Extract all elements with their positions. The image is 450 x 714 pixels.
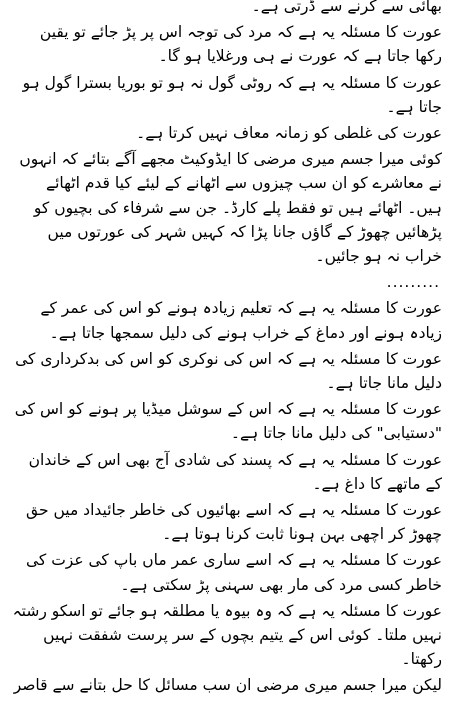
- paragraph: کوئی میرا جسم میری مرضی کا ایڈوکیٹ مجھے آگے بتائے کہ انہوں نے معاشرے کو ان سب چیزوں سے اٹھانے کے لیئے کیا قدم اٹھائے ہیں۔ اٹھائے ہیں تو فقط پلے کارڈ۔ جن سے شرفاء کی بچیوں کو پڑھائیں چھوڑ کے گاؤں جانا پڑا کہ کہیں شہر کی عورتوں میں خراب نہ ہو جائیں۔: [19, 150, 442, 266]
- paragraph: عورت کا مسئلہ یہ ہے کہ مرد کی توجہ اس پر پڑ جائے تو یقین رکھا جاتا ہے کہ عورت نے ہی ورغلایا ہو گا۔: [39, 23, 442, 66]
- paragraph: عورت کا مسئلہ یہ ہے کہ اسے ساری عمر ماں باپ کی عزت کی خاطر کسی مرد کی مار بھی سہنی پڑ سکتی ہے۔: [25, 551, 442, 594]
- paragraph: عورت کی غلطی کو زمانہ معاف نہیں کرتا ہے۔: [136, 124, 442, 143]
- section-separator: .........: [386, 273, 440, 292]
- paragraph: عورت کا مسئلہ یہ ہے کہ وہ بیوہ یا مطلقہ ہو جائے تو اسکو رشتہ نہیں ملتا۔ کوئی اس کے یتیم بچوں کے سر پرست شفقت نہیں رکھتا۔: [12, 601, 442, 669]
- paragraph: عورت کا مسئلہ یہ ہے کہ اسے بھائیوں کی خاطر جائیداد میں حق چھوڑ کر اچھی بہن ہونا ثابت کرنا ہوتا ہے۔: [26, 501, 442, 544]
- paragraph-intro-fragment: بھائی سے کرنے سے ڈرتی ہے۔: [251, 0, 442, 15]
- paragraph: عورت کا مسئلہ یہ ہے کہ اس کے سوشل میڈیا پر ہونے کو اس کی "دستیابی" کی دلیل مانا جاتا ہے۔: [14, 400, 442, 443]
- paragraph-closing: لیکن میرا جسم میری مرضی ان سب مسائل کا حل بتانے سے قاصر: [13, 676, 442, 695]
- paragraph: عورت کا مسئلہ یہ ہے کہ روٹی گول نہ ہو تو بوریا بسترا گول ہو جاتا ہے۔: [22, 73, 442, 116]
- paragraph: عورت کا مسئلہ یہ ہے کہ پسند کی شادی آج بھی اس کے خاندان کے ماتھے کا داغ ہے۔: [28, 450, 442, 493]
- paragraph: عورت کا مسئلہ یہ ہے کہ تعلیم زیادہ ہونے کو اس کی عمر کے زیادہ ہونے اور دماغ کے خراب ہونے کی دلیل سمجھا جاتا ہے۔: [40, 299, 442, 342]
- paragraph: عورت کا مسئلہ یہ ہے کہ اس کی نوکری کو اس کی بدکرداری کی دلیل مانا جاتا ہے۔: [15, 349, 442, 393]
